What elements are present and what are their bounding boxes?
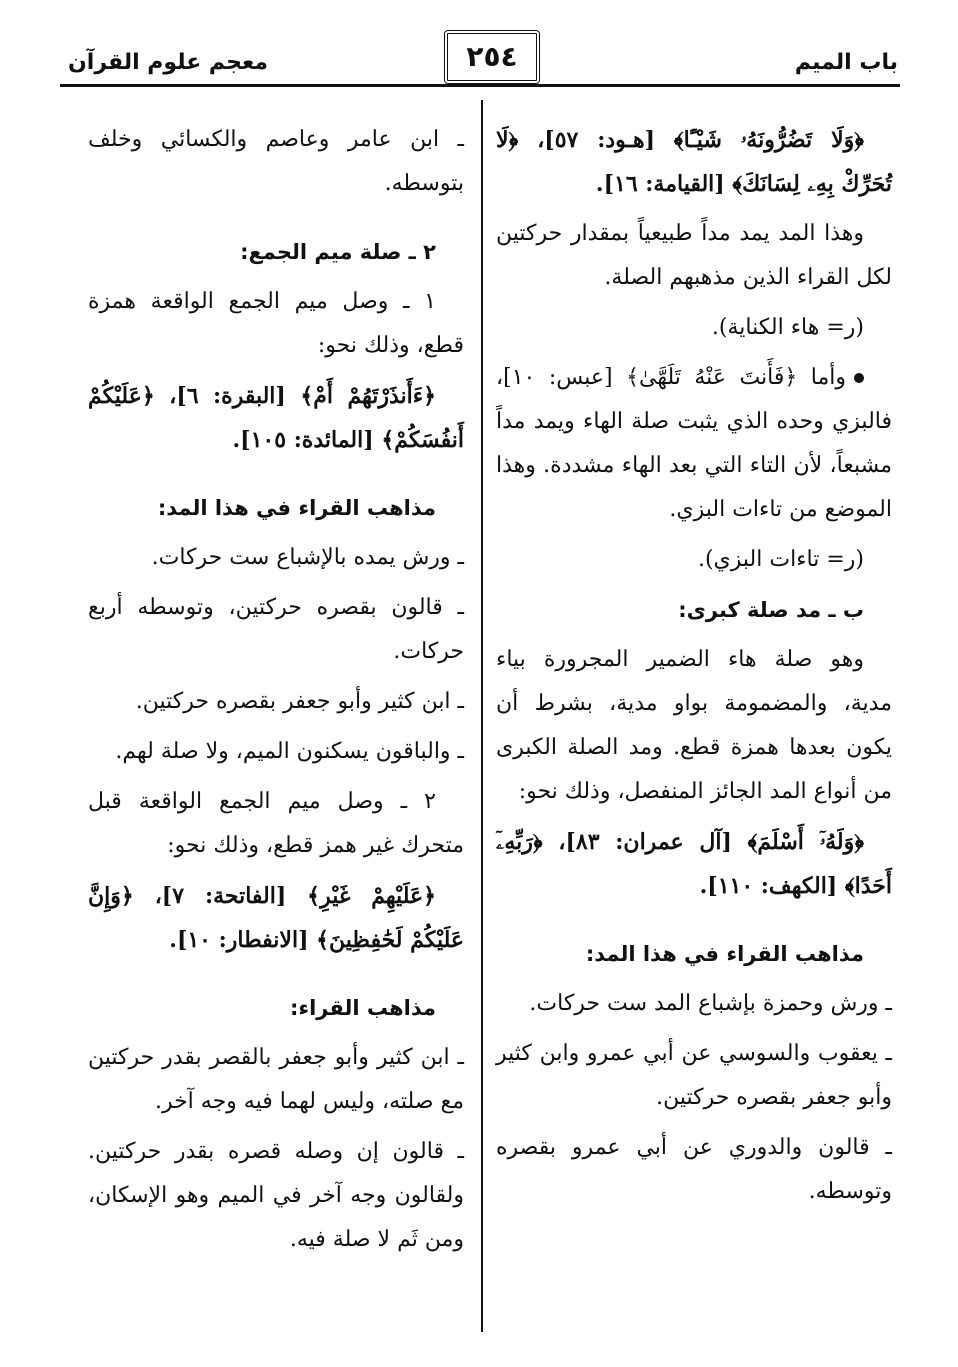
reader-opinion: ـ والباقون يسكنون الميم، ولا صلة لهم. [115,739,464,764]
spacer [88,468,464,482]
quran-verse-citation: ﴿ءَأَنذَرْتَهُمْ أَمْ﴾ [البقرة: ٦]، ﴿عَلَيْكُمْ أَنفُسَكُمْ﴾ [المائدة: ١٠٥]. [88,383,464,453]
book-title: معجم علوم القرآن [68,50,269,75]
paragraph: (ر= تاءات البزي). [697,547,864,572]
paragraph: وهذا المد يمد مداً طبيعياً بمقدار حركتين لكل القراء الذين مذهبهم الصلة. [496,221,892,290]
column-divider [481,100,483,1332]
section-heading: ب ـ مد صلة كبرى: [678,598,864,622]
reader-opinion: ـ ورش وحمزة بإشباع المد ست حركات. [529,991,892,1016]
reader-opinion: ـ يعقوب والسوسي عن أبي عمرو وابن كثير وأبو جعفر بقصره حركتين. [496,1041,892,1110]
section-heading: مذاهب القراء في هذا المد: [585,942,864,966]
section-heading: ٢ ـ صلة ميم الجمع: [240,240,436,264]
quran-verse-citation: ﴿وَلَهُۥٓ أَسْلَمَ﴾ [آل عمران: ٨٣]، ﴿رَبِّهِۦٓ أَحَدًا﴾ [الكهف: ١١٠]. [496,829,892,899]
section-heading: مذاهب القراء في هذا المد: [157,496,436,520]
reader-opinion: ـ ابن كثير وأبو جعفر بالقصر بقدر حركتين مع صلته، وليس لهما فيه وجه آخر. [88,1045,464,1114]
reader-opinion: ـ قالون بقصره حركتين، وتوسطه أربع حركات. [88,595,464,664]
paragraph: ٢ ـ وصل ميم الجمع الواقعة قبل متحرك غير همز قطع، وذلك نحو: [88,789,464,858]
paragraph: (ر= هاء الكناية). [711,315,864,340]
reader-opinion: ـ ابن كثير وأبو جعفر بقصره حركتين. [135,689,464,714]
paragraph: وهو صلة هاء الضمير المجرورة بياء مدية، والمضمومة بواو مدية، بشرط أن يكون بعدها همزة قطع. ومد الصلة الكبرى من أنواع المد الجائز المنفصل، وذلك نحو: [496,647,892,804]
paragraph: ١ ـ وصل ميم الجمع الواقعة همزة قطع، وذلك نحو: [88,289,464,358]
page-number-box [444,30,540,84]
reader-opinion: ـ قالون والدوري عن أبي عمرو بقصره وتوسطه. [496,1135,892,1204]
chapter-title: باب الميم [794,50,898,75]
spacer [88,968,464,982]
bullet-icon [854,373,864,383]
bullet-paragraph [496,356,892,532]
header-divider [60,84,900,87]
bullet-text: وأما ﴿فَأَنتَ عَنْهُ تَلَهَّىٰ﴾ [عبس: ١٠]، فالبزي وحده الذي يثبت صلة الهاء ويمد مداً مشبعاً، لأن التاء التي بعد الهاء مشددة. وهذا الموضع من تاءات البزي. [496,365,892,522]
page-number: ٢٥٤ [466,40,518,73]
reader-opinion: ـ ورش يمده بالإشباع ست حركات. [151,545,464,570]
spacer [88,212,464,226]
spacer [496,914,892,928]
quran-verse-citation: ﴿وَلَا تَضُرُّونَهُۥ شَيْـًٔا﴾ [هـود: ٥٧]، ﴿لَا تُحَرِّكْ بِهِۦ لِسَانَكَ﴾ [القيامة: ١٦]. [496,127,892,197]
quran-verse-citation: ﴿عَلَيْهِمْ غَيْرِ﴾ [الفاتحة: ٧]، ﴿وَإِنَّ عَلَيْكُمْ لَحَٰفِظِينَ﴾ [الانفطار: ١٠]. [88,883,464,953]
left-column [88,118,464,1268]
reader-opinion: ـ ابن عامر وعاصم والكسائي وخلف بتوسطه. [88,127,464,196]
right-column [496,118,892,1220]
section-heading: مذاهب القراء: [289,996,436,1020]
reader-opinion: ـ قالون إن وصله قصره بقدر حركتين. ولقالون وجه آخر في الميم وهو الإسكان، ومن ثَم لا صلة فيه. [88,1139,464,1252]
